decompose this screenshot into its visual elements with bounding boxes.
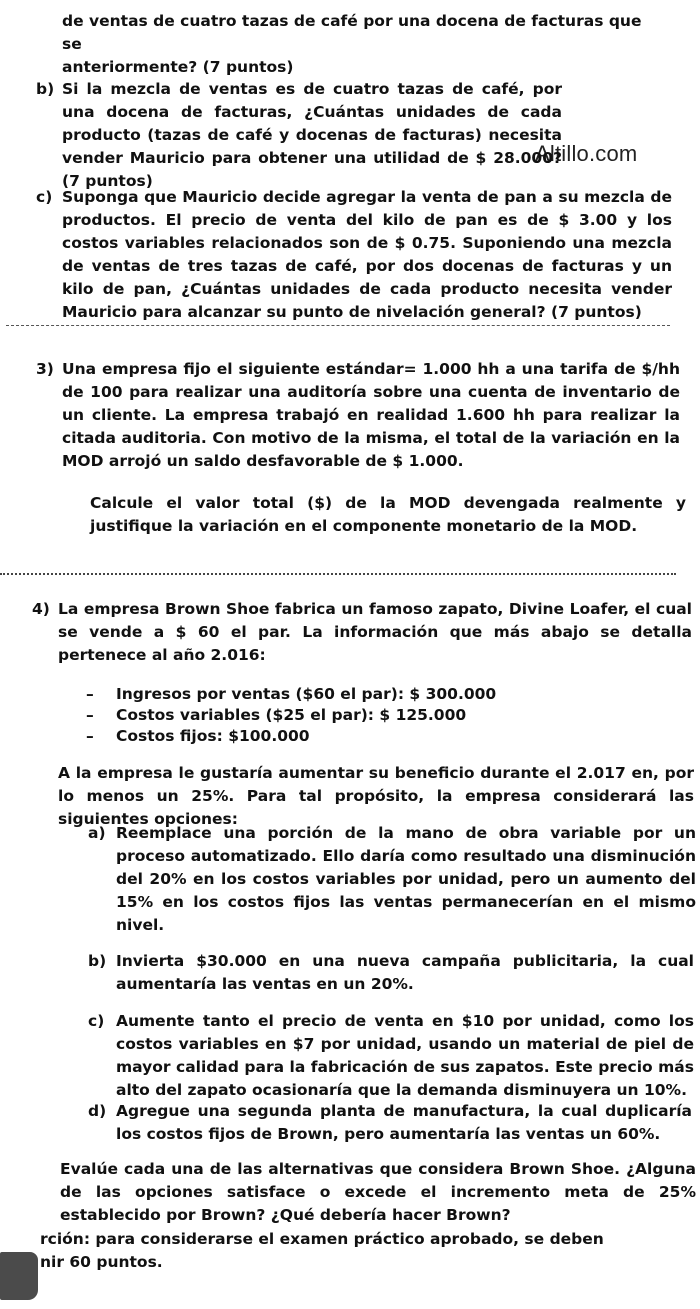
option-c	[88, 1010, 694, 1102]
q4-label: 4)	[32, 600, 50, 618]
option-b-label: b)	[88, 952, 107, 970]
intro-line-2: anteriormente? (7 puntos)	[62, 58, 294, 76]
q4-goal-text: A la empresa le gustaría aumentar su beneficio durante el 2.017 en, por lo menos un 25%. Para tal propósito, la empresa considerará las siguientes opciones:	[58, 764, 694, 828]
option-a	[88, 822, 696, 937]
scan-smudge	[0, 1252, 38, 1300]
intro-continuation	[62, 10, 662, 79]
option-b	[88, 950, 694, 996]
list-item: – Ingresos por ventas ($60 el par): $ 300.000	[86, 684, 506, 705]
q3-instruction-text: Calcule el valor total ($) de la MOD devengada realmente y justifique la variación en el componente monetario de la MOD.	[90, 494, 686, 535]
part-c-label: c)	[36, 188, 53, 206]
intro-line-1: de ventas de cuatro tazas de café por una docena de facturas que se	[62, 12, 642, 53]
question-part-b	[36, 78, 668, 193]
footer-note	[40, 1228, 696, 1274]
q4-intro: La empresa Brown Shoe fabrica un famoso zapato, Divine Loafer, el cual se vende a $ 60 el par. La información que más abajo se detalla pertenece al año 2.016:	[58, 600, 692, 664]
part-b-text: Si la mezcla de ventas es de cuatro tazas de café, por una docena de facturas, ¿Cuántas unidades de cada producto (tazas de café y docenas de facturas) necesita vender Mauricio para obtener una utilidad de $ 28.000? (7 puntos)	[62, 80, 562, 190]
option-a-label: a)	[88, 824, 106, 842]
option-c-text: Aumente tanto el precio de venta en $10 por unidad, como los costos variables en $7 por unidad, usando un material de piel de mayor calidad para la fabricación de sus zapatos. Este precio más alto del zapato ocasionaría que la demanda disminuyera un 10%.	[116, 1012, 694, 1099]
part-b-label: b)	[36, 80, 55, 98]
list-item: – Costos fijos: $100.000	[86, 726, 506, 747]
dotted-separator	[0, 573, 676, 575]
option-d-label: d)	[88, 1102, 107, 1120]
q4-evaluate	[60, 1158, 696, 1227]
option-d	[88, 1100, 692, 1146]
q3-label: 3)	[36, 360, 54, 378]
q4-evaluate-text: Evalúe cada una de las alternativas que considera Brown Shoe. ¿Alguna de las opciones satisface o excede el incremento meta de 25% establecido por Brown? ¿Qué debería hacer Brown?	[60, 1160, 696, 1224]
dashed-separator	[6, 325, 670, 326]
footer-line-2: nir 60 puntos.	[40, 1253, 163, 1271]
question-3	[36, 358, 680, 473]
question-part-c	[36, 186, 672, 324]
option-c-label: c)	[88, 1012, 105, 1030]
option-b-text: Invierta $30.000 en una nueva campaña publicitaria, la cual aumentaría las ventas en un 20%.	[116, 952, 694, 993]
part-c-text: Suponga que Mauricio decide agregar la venta de pan a su mezcla de productos. El precio de venta del kilo de pan es de $ 3.00 y los costos variables relacionados son de $ 0.75. Suponiendo una mezcla de ventas de tres tazas de café, por dos docenas de facturas y un kilo de pan, ¿Cuántas unidades de cada producto necesita vender Mauricio para alcanzar su punto de nivelación general? (7 puntos)	[62, 188, 672, 321]
q3-text: Una empresa fijo el siguiente estándar= 1.000 hh a una tarifa de $/hh de 100 para realizar una auditoría sobre una cuenta de inventario de un cliente. La empresa trabajó en realidad 1.600 hh para realizar la citada auditoria. Con motivo de la misma, el total de la variación en la MOD arrojó un saldo desfavorable de $ 1.000.	[62, 360, 680, 470]
q4-data-list	[86, 684, 506, 747]
list-item: – Costos variables ($25 el par): $ 125.000	[86, 705, 506, 726]
watermark-text: Altillo.com	[535, 141, 638, 166]
footer-line-1: rción: para considerarse el examen práctico aprobado, se deben	[40, 1230, 604, 1248]
option-d-text: Agregue una segunda planta de manufactura, la cual duplicaría los costos fijos de Brown, pero aumentaría las ventas un 60%.	[116, 1102, 692, 1143]
q4-goal	[58, 762, 694, 831]
question-4	[32, 598, 692, 667]
q3-instruction	[90, 492, 686, 538]
option-a-text: Reemplace una porción de la mano de obra variable por un proceso automatizado. Ello daría como resultado una disminución del 20% en los costos variables por unidad, pero un aumento del 15% en los costos fijos las ventas permanecerían en el mismo nivel.	[116, 824, 696, 934]
